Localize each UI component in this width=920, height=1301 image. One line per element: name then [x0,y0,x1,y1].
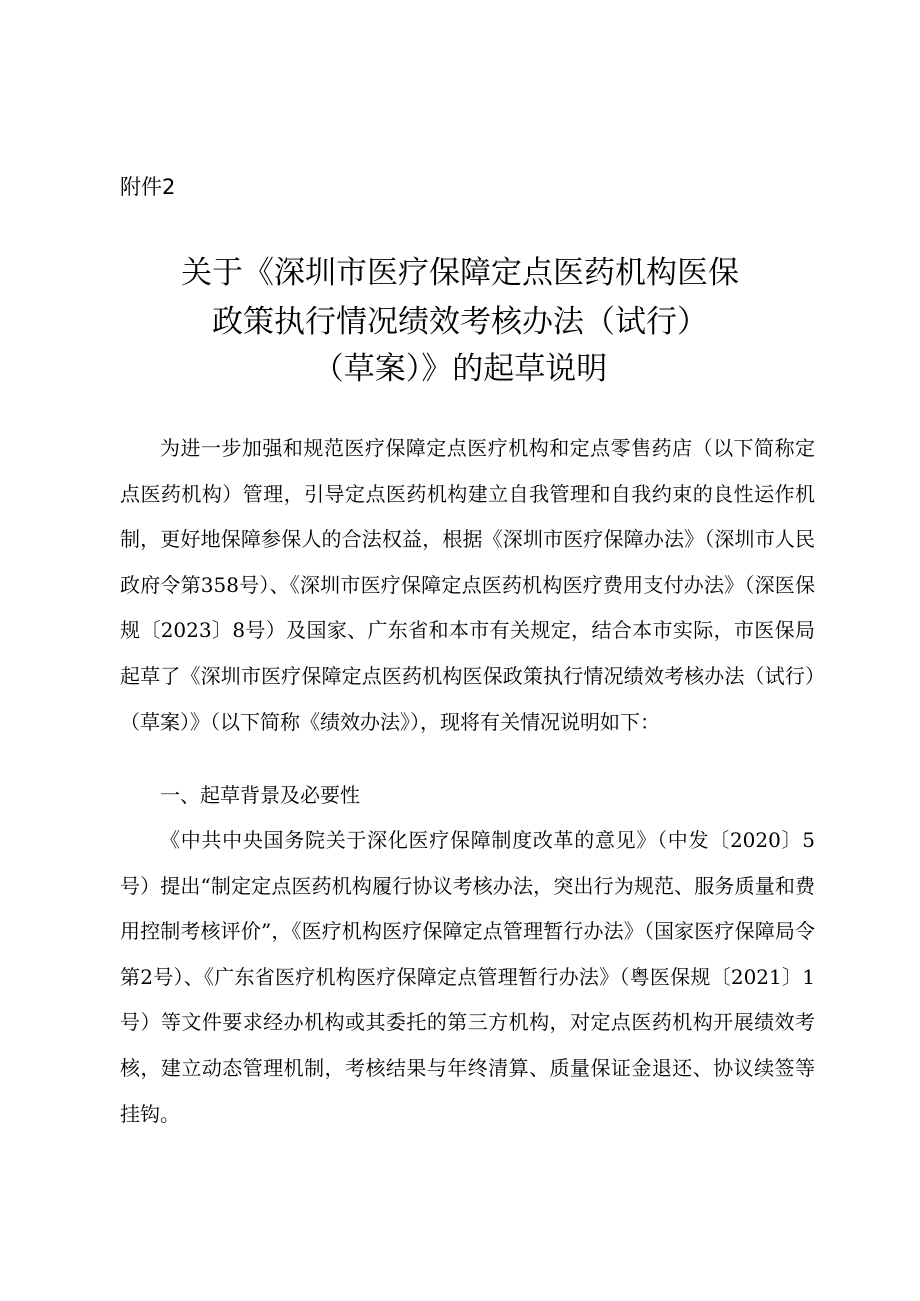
intro-paragraph: 为进一步加强和规范医疗保障定点医疗机构和定点零售药店（以下简称定点医药机构）管理，引导定点医药机构建立自我管理和自我约束的良性运作机制，更好地保障参保人的合法权益，根据《深圳市医疗保障办法》（深圳市人民政府令第358号）、《深圳市医疗保障定点医药机构医疗费用支付办法》（深医保规〔2023〕8号）及国家、广东省和本市有关规定，结合本市实际，市医保局起草了《深圳市医疗保障定点医药机构医保政策执行情况绩效考核办法（试行）（草案）》（以下简称《绩效办法》），现将有关情况说明如下： [120,436,815,734]
document-title-line-3: （草案）》的起草说明 [312,351,608,387]
attachment-label: 附件2 [120,175,176,199]
document-title-line-1: 关于《深圳市医疗保障定点医药机构医保 [181,255,739,291]
section-heading: 一、起草背景及必要性 [160,783,360,807]
document-title-line-2: 政策执行情况绩效考核办法（试行） [212,304,708,340]
background-paragraph: 《中共中央国务院关于深化医疗保障制度改革的意见》（中发〔2020〕5号）提出“制定定点医药机构履行协议考核办法，突出行为规范、服务质量和费用控制考核评价”，《医疗机构医疗保障定点管理暂行办法》（国家医疗保障局令第2号）、《广东省医疗机构医疗保障定点管理暂行办法》（粤医保规〔2021〕1号）等文件要求经办机构或其委托的第三方机构，对定点医药机构开展绩效考核，建立动态管理机制，考核结果与年终清算、质量保证金退还、协议续签等挂钩。 [120,828,815,1126]
